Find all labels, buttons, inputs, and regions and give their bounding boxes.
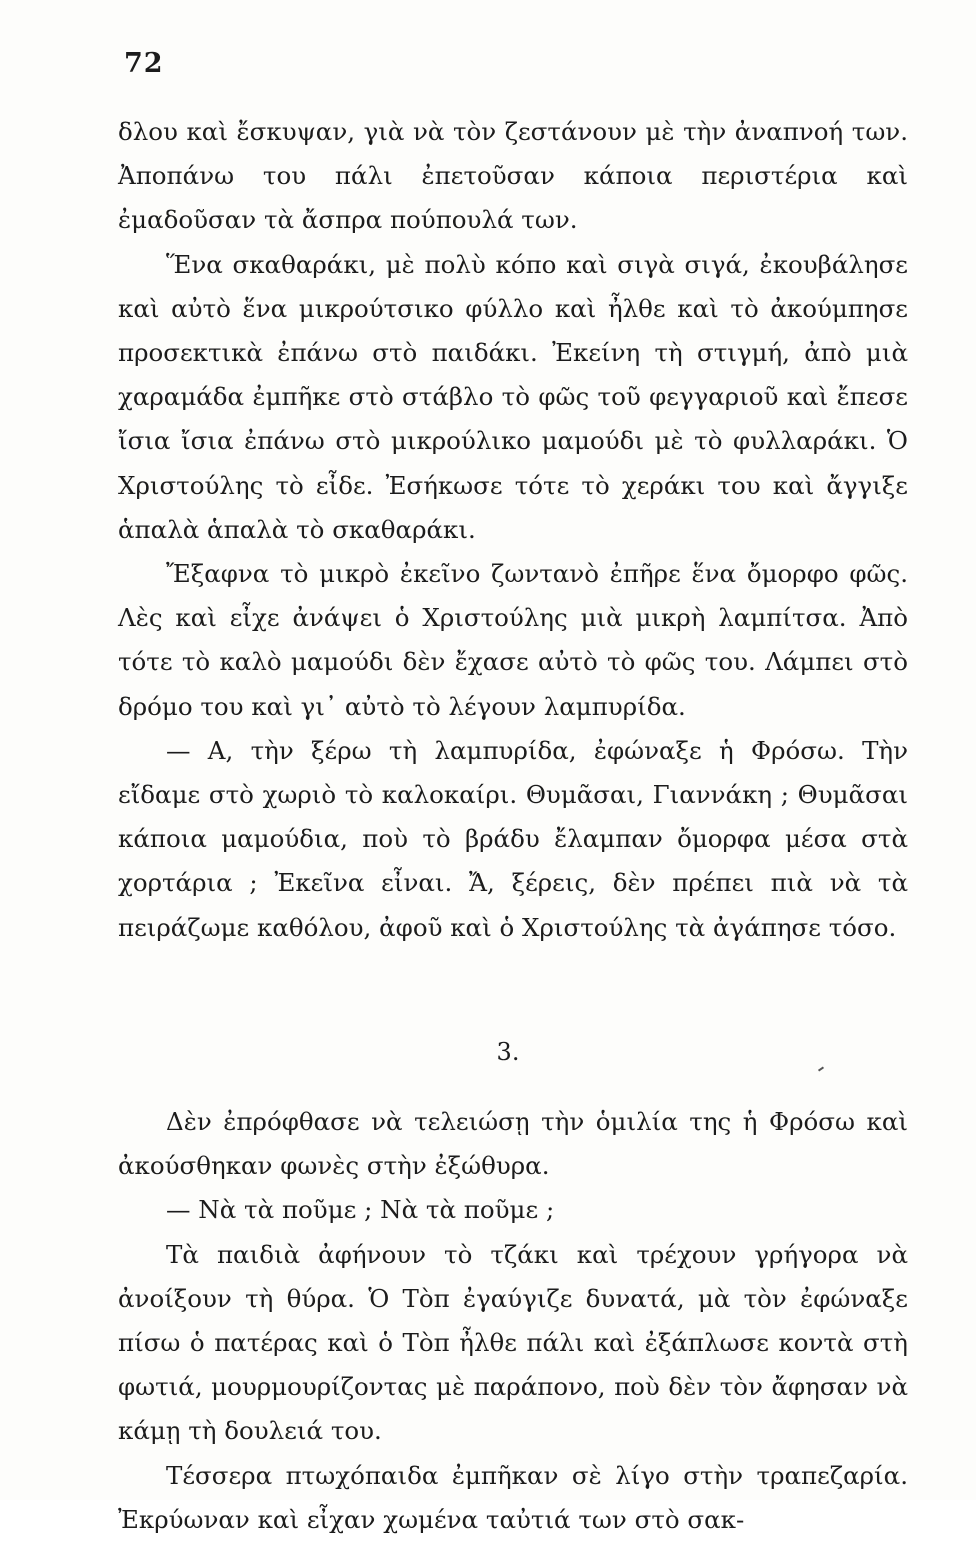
paragraph: Τέσσερα πτωχόπαιδα ἐμπῆκαν σὲ λίγο στὴν τραπεζαρία. Ἐκρύωναν καὶ εἶχαν χωμένα ταὐτιά των στὸ σακ- bbox=[118, 1460, 908, 1534]
page-number: 72 bbox=[124, 48, 164, 79]
paragraph: Ἕνα σκαθαράκι, μὲ πολὺ κόπο καὶ σιγὰ σιγά, ἐκουβάλησε καὶ αὐτὸ ἕνα μικρούτσικο φύλλο καὶ ἦλθε καὶ τὸ ἀκούμπησε προσεκτικὰ ἐπάνω στὸ παιδάκι. Ἐκείνη τὴ στιγμή, ἀπὸ μιὰ χαραμάδα ἐμπῆκε στὸ στάβλο τὸ φῶς τοῦ φεγγαριοῦ καὶ ἔπεσε ἴσια ἴσια ἐπάνω στὸ μικρούλικο μαμούδι μὲ τὸ φυλλαράκι. Ὁ Χριστούλης τὸ εἶδε. Ἐσήκωσε τότε τὸ χεράκι του καὶ ἄγγιξε ἁπαλὰ ἁπαλὰ τὸ σκαθαράκι. bbox=[118, 249, 908, 544]
text-block-after-section bbox=[118, 1100, 908, 1542]
paragraph: Δὲν ἐπρόφθασε νὰ τελειώσῃ τὴν ὁμιλία της ἡ Φρόσω καὶ ἀκούσθηκαν φωνὲς στὴν ἐξώθυρα. bbox=[118, 1107, 908, 1181]
paragraph: δλου καὶ ἔσκυψαν, γιὰ νὰ τὸν ζεστάνουν μὲ τὴν ἀναπνοή των. Ἀποπάνω του πάλι ἐπετοῦσαν κάποια περιστέρια καὶ ἐμαδοῦσαν τὰ ἄσπρα πούπουλά των. bbox=[118, 117, 908, 235]
paragraph: Ἔξαφνα τὸ μικρὸ ἐκεῖνο ζωντανὸ ἐπῆρε ἕνα ὄμορφο φῶς. Λὲς καὶ εἶχε ἀνάψει ὁ Χριστούλης μιὰ μικρὴ λαμπίτσα. Ἀπὸ τότε τὸ καλὸ μαμούδι δὲν ἔχασε αὐτὸ τὸ φῶς του. Λάμπει στὸ δρόμο του καὶ γι᾽ αὐτὸ τὸ λέγουν λαμπυρίδα. bbox=[118, 559, 908, 721]
paragraph: — Νὰ τὰ ποῦμε ; Νὰ τὰ ποῦμε ; bbox=[166, 1195, 555, 1225]
print-speck bbox=[818, 1066, 824, 1071]
paragraph: Τὰ παιδιὰ ἀφήνουν τὸ τζάκι καὶ τρέχουν γρήγορα νὰ ἀνοίξουν τὴ θύρα. Ὁ Τὸπ ἐγαύγιζε δυνατά, μὰ τὸν ἐφώναξε πίσω ὁ πατέρας καὶ ὁ Τὸπ ἦλθε πάλι καὶ ἐξάπλωσε κοντὰ στὴ φωτιά, μουρμουρίζοντας μὲ παράπονο, ποὺ δὲν τὸν ἄφησαν νὰ κάμῃ τὴ δουλειά του. bbox=[118, 1239, 908, 1446]
text-block-before-section bbox=[118, 110, 908, 950]
paragraph: — Α, τὴν ξέρω τὴ λαμπυρίδα, ἐφώναξε ἡ Φρόσω. Τὴν εἴδαμε στὸ χωριὸ τὸ καλοκαίρι. Θυμᾶσαι, Γιαννάκη ; Θυμᾶσαι κάποια μαμούδια, ποὺ τὸ βράδυ ἔλαμπαν ὄμορφα μέσα στὰ χορτάρια ; Ἐκεῖνα εἶναι. Ἄ, ξέρεις, δὲν πρέπει πιὰ νὰ τὰ πειράζωμε καθόλου, ἀφοῦ καὶ ὁ Χριστούλης τὰ ἀγάπησε τόσο. bbox=[118, 735, 908, 942]
section-number: 3. bbox=[496, 1038, 520, 1066]
